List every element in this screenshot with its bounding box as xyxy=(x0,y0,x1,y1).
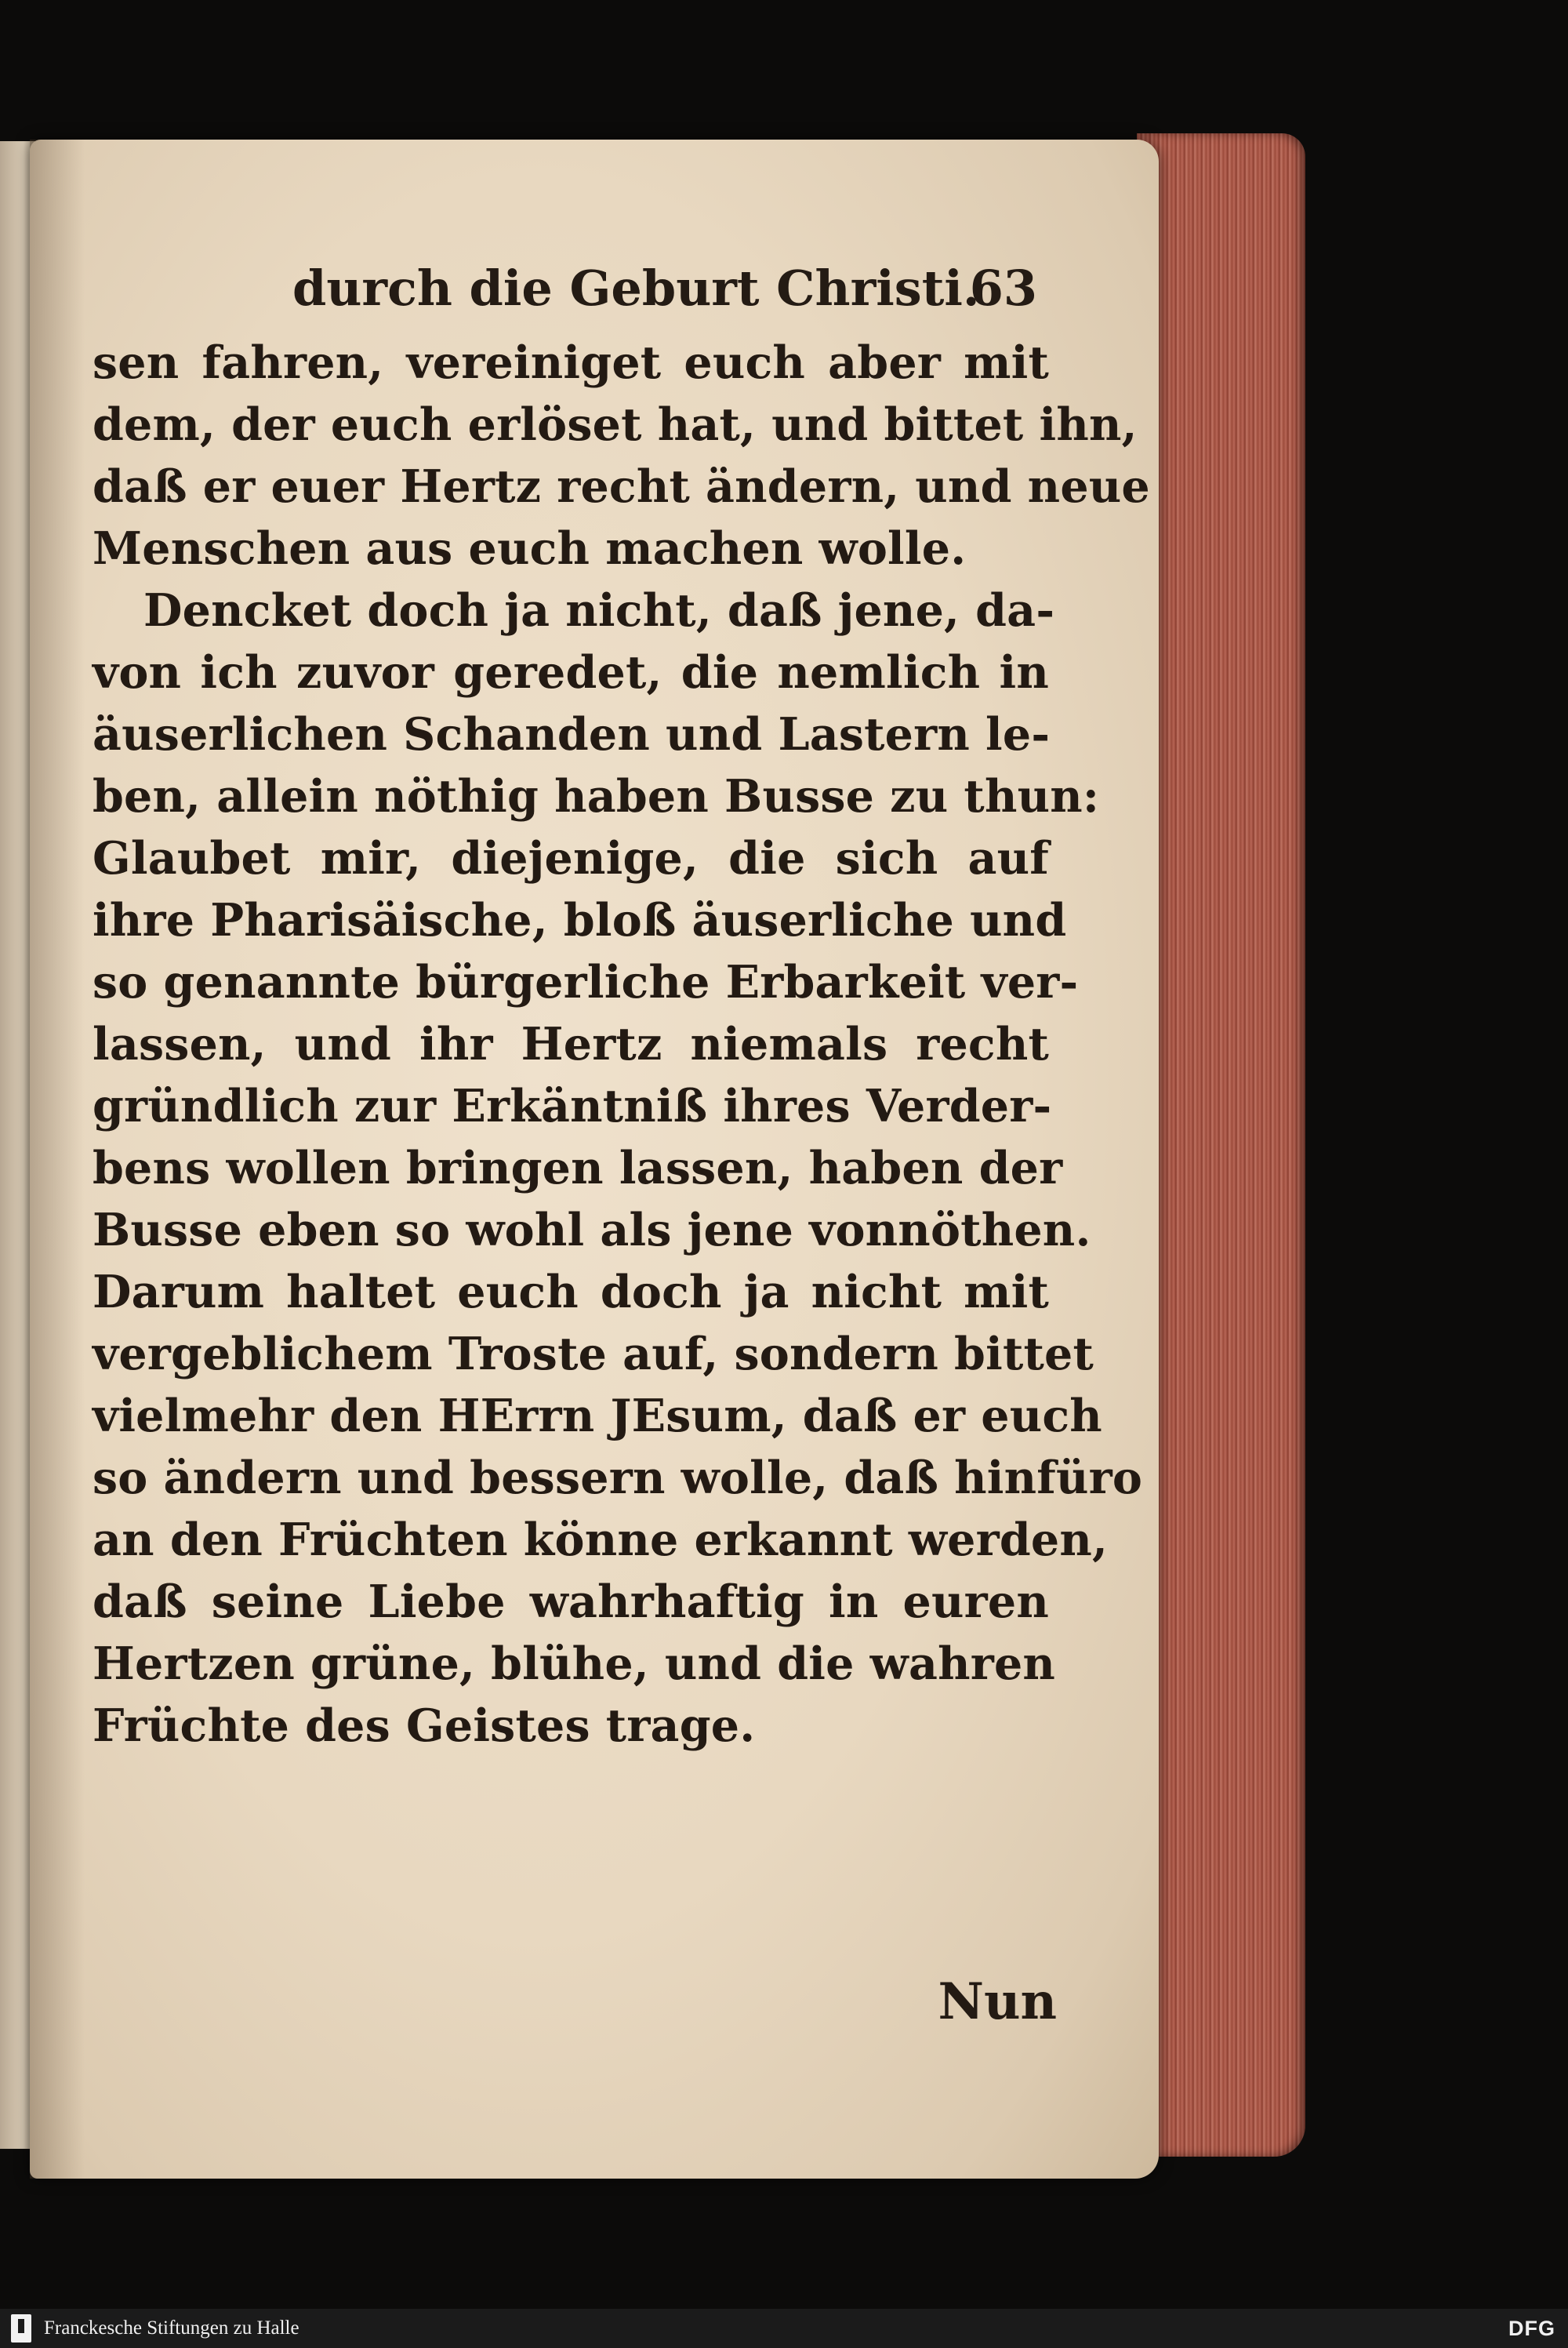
text-line: so ändern und bessern wolle, daß hinfüro xyxy=(93,1452,1143,1504)
text-line: Busse eben so wohl als jene vonnöthen. xyxy=(93,1204,1091,1256)
text-line: vergeblichem Troste auf, sondern bittet xyxy=(93,1328,1094,1380)
institution-logo-icon xyxy=(11,2314,31,2343)
text-line: äuserlichen Schanden und Lastern le- xyxy=(93,708,1051,761)
text-line: Dencket doch ja nicht, daß jene, da- xyxy=(143,584,1055,637)
text-line: daß seine Liebe wahrhaftig in euren xyxy=(93,1576,1049,1628)
text-line: gründlich zur Erkäntniß ihres Verder- xyxy=(93,1080,1052,1132)
dfg-logo: DFG xyxy=(1508,2317,1555,2340)
page-number: 63 xyxy=(969,260,1037,317)
text-line: sen fahren, vereiniget euch aber mit xyxy=(93,336,1049,389)
book-fore-edge xyxy=(1137,133,1305,2157)
running-head xyxy=(261,249,1037,328)
text-line: dem, der euch erlöset hat, und bittet ihn, xyxy=(93,398,1138,451)
book-page xyxy=(30,140,1159,2179)
page-gutter-shadow xyxy=(30,140,85,2179)
text-line: so genannte bürgerliche Erbarkeit ver- xyxy=(93,956,1079,1009)
text-line: lassen, und ihr Hertz niemals recht xyxy=(93,1018,1049,1070)
text-line: Darum haltet euch doch ja nicht mit xyxy=(93,1266,1049,1318)
text-line: an den Früchten könne erkannt werden, xyxy=(93,1514,1109,1566)
text-line: daß er euer Hertz recht ändern, und neue xyxy=(93,460,1150,513)
text-line: Glaubet mir, diejenige, die sich auf xyxy=(93,832,1049,885)
body-text xyxy=(93,332,1150,1757)
running-head-title: durch die Geburt Christi. xyxy=(292,260,980,317)
institution-name: Franckesche Stiftungen zu Halle xyxy=(44,2317,299,2339)
footer-bar xyxy=(0,2309,1568,2348)
text-line: Früchte des Geistes trage. xyxy=(93,1699,756,1752)
text-line: Menschen aus euch machen wolle. xyxy=(93,522,967,575)
catchword: Nun xyxy=(938,1972,1057,2031)
text-line: ben, allein nöthig haben Busse zu thun: xyxy=(93,770,1100,823)
text-line: bens wollen bringen lassen, haben der xyxy=(93,1142,1063,1194)
text-line: ihre Pharisäische, bloß äuserliche und xyxy=(93,894,1067,947)
text-line: von ich zuvor geredet, die nemlich in xyxy=(93,646,1049,699)
text-line: Hertzen grüne, blühe, und die wahren xyxy=(93,1637,1056,1690)
text-line: vielmehr den HErrn JEsum, daß er euch xyxy=(93,1390,1102,1442)
